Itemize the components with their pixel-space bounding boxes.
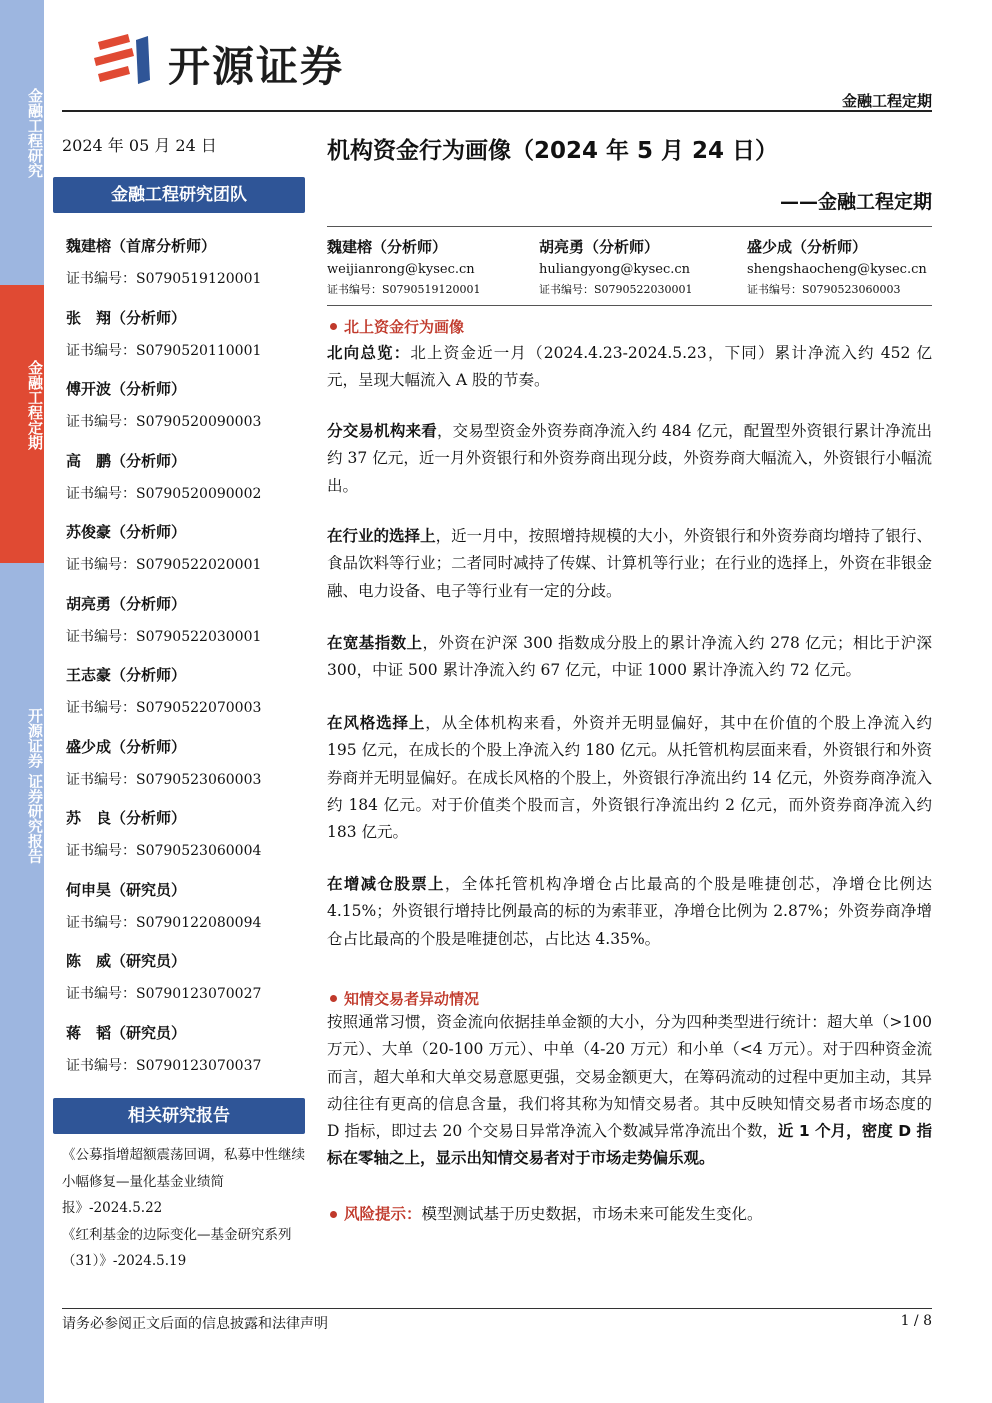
paragraph-north-overview xyxy=(327,340,932,395)
list-item xyxy=(66,877,306,949)
related-report-link[interactable]: 《公募指增超额震荡回调，私募中性继续小幅修复—量化基金业绩简报》-2024.5.22 xyxy=(62,1147,305,1216)
list-item xyxy=(66,662,306,734)
analyst-cert: 证书编号：S0790523060004 xyxy=(66,843,262,859)
header-divider xyxy=(62,110,932,112)
author-name: 胡亮勇（分析师） xyxy=(539,238,660,256)
para-text: ，从全体机构来看，外资并无明显偏好，其中在价值的个股上净流入约 195 亿元，在成长的个股上净流入约 180 亿元。从托管机构层面来看，外资银行和外资券商并无明显偏好。在成长风格的个股上，外资银行净流出约 14 亿元，外资券商净流入约 184 亿元。对于价值类个股而言，外资银行净流出约 2 亿元，而外资券商净流入约 183 亿元。 xyxy=(327,714,932,842)
analyst-name: 张 翔（分析师） xyxy=(66,308,187,327)
team-heading: 金融工程研究团队 xyxy=(53,177,305,213)
analyst-name: 高 鹏（分析师） xyxy=(66,451,187,470)
para-text: 北上资金近一月（2024.4.23-2024.5.23，下同）累计净流入约 452 亿元，呈现大幅流入 A 股的节奏。 xyxy=(327,344,932,390)
analyst-name: 何申昊（研究员） xyxy=(66,880,187,899)
footer-disclaimer: 请务必参阅正文后面的信息披露和法律声明 xyxy=(62,1316,328,1332)
related-reports xyxy=(62,1142,307,1275)
analyst-name: 蒋 韬（研究员） xyxy=(66,1023,187,1042)
author-email[interactable]: huliangyong@kysec.cn xyxy=(539,262,691,277)
author-divider xyxy=(327,305,932,306)
paragraph-style xyxy=(327,710,932,846)
paragraph-institutions xyxy=(327,418,932,500)
bullet-icon xyxy=(330,1211,337,1218)
para-text: ，交易型资金外资券商净流入约 484 亿元，配置型外资银行累计净流出约 37 亿元，近一月外资银行和外资券商出现分歧，外资券商大幅流入，外资银行小幅流出。 xyxy=(327,422,932,495)
author-cert: 证书编号：S0790523060003 xyxy=(747,283,901,296)
page-subtitle: ——金融工程定期 xyxy=(779,191,932,213)
risk-lead: 风险提示： xyxy=(344,1205,422,1223)
author-email[interactable]: weijianrong@kysec.cn xyxy=(327,262,475,277)
analyst-cert: 证书编号：S0790520110001 xyxy=(66,342,262,359)
team-list xyxy=(66,233,306,1091)
list-item xyxy=(66,948,306,1020)
para-text: ，全体托管机构净增仓占比最高的个股是唯捷创芯，净增仓比例达 4.15%；外资银行增持比例最高的标的为索菲亚，净增仓比例为 2.87%；外资券商净增仓占比最高的个股是唯捷创芯，占比达 4.35%。 xyxy=(327,875,932,948)
list-item xyxy=(66,519,306,591)
analyst-name: 陈 威（研究员） xyxy=(66,952,187,970)
author-card xyxy=(539,235,749,299)
list-item xyxy=(66,1020,306,1092)
report-date: 2024 年 05 月 24 日 xyxy=(62,136,217,155)
list-item xyxy=(66,448,306,520)
list-item xyxy=(66,734,306,806)
para-text: ，近一月中，按照增持规模的大小，外资银行和外资券商均增持了银行、食品饮料等行业；二者同时减持了传媒、计算机等行业；在行业的选择上，外资在非银金融、电力设备、电子等行业有一定的分歧。 xyxy=(327,527,932,600)
side-label-periodic: 金融工程定期 xyxy=(26,360,44,450)
paragraph-stocks xyxy=(327,871,932,953)
para-lead: 在行业的选择上 xyxy=(327,527,436,545)
author-name: 盛少成（分析师） xyxy=(747,238,868,256)
analyst-cert: 证书编号：S0790522020001 xyxy=(66,557,262,573)
brand-logo xyxy=(88,30,378,90)
author-block xyxy=(327,235,932,305)
para-text: 按照通常习惯，资金流向依据挂单金额的大小，分为四种类型进行统计：超大单（>100 万元）、大单（20-100 万元）、中单（4-20 万元）和小单（<4 万元）。对于四种资金流而言，超大单和大单交易意愿更强，交易金额更大，在筹码流动的过程中更加主动，其异动往往有更高的信息含量，我们将其称为知情交易者。其中反映知情交易者市场态度的 D 指标，即过去 20 个交易日异常净流入个数减异常净流出个数， xyxy=(327,1013,932,1141)
analyst-name: 苏 良（分析师） xyxy=(66,809,187,827)
paragraph-index xyxy=(327,630,932,685)
related-heading: 相关研究报告 xyxy=(53,1098,305,1134)
author-card xyxy=(747,235,957,299)
para-lead: 在增减仓股票上 xyxy=(327,875,445,893)
analyst-cert: 证书编号：S0790523060003 xyxy=(66,771,262,788)
analyst-name: 傅开波（分析师） xyxy=(66,380,187,398)
side-label-brand: 开源证券 证券研究报告 xyxy=(26,708,44,864)
section-heading-text: 知情交易者异动情况 xyxy=(344,990,480,1008)
para-lead: 在风格选择上 xyxy=(327,714,426,732)
analyst-name: 王志豪（分析师） xyxy=(66,666,187,684)
list-item xyxy=(66,233,306,305)
analyst-name: 盛少成（分析师） xyxy=(66,737,187,756)
list-item xyxy=(66,805,306,877)
page-number: 1 / 8 xyxy=(900,1313,932,1329)
para-lead: 北向总览： xyxy=(327,344,411,362)
paragraph-industry xyxy=(327,523,932,605)
analyst-cert: 证书编号：S0790522030001 xyxy=(66,628,262,645)
risk-note xyxy=(327,1201,932,1228)
section-heading-insider xyxy=(327,988,479,1009)
bullet-icon xyxy=(330,323,337,330)
analyst-cert: 证书编号：S0790123070037 xyxy=(66,1057,262,1074)
para-emphasis: 近 1 个月，密度 D 指标在零轴之上，显示出知情交易者对于市场走势偏乐观。 xyxy=(327,1122,932,1168)
para-text: ，外资在沪深 300 指数成分股上的累计净流入约 278 亿元；相比于沪深 300，中证 500 累计净流入约 67 亿元，中证 1000 累计净流入约 72 亿元。 xyxy=(327,634,932,680)
analyst-cert: 证书编号：S0790123070027 xyxy=(66,986,262,1002)
section-heading-north xyxy=(327,316,464,337)
analyst-name: 苏俊豪（分析师） xyxy=(66,523,187,541)
section-heading-text: 北上资金行为画像 xyxy=(344,318,465,336)
analyst-name: 胡亮勇（分析师） xyxy=(66,594,187,613)
header-category: 金融工程定期 xyxy=(841,92,932,110)
side-label-research: 金融工程研究 xyxy=(26,88,44,178)
author-card xyxy=(327,235,537,299)
side-strip xyxy=(0,0,44,1403)
footer-divider xyxy=(62,1308,932,1309)
paragraph-insider xyxy=(327,1009,932,1173)
list-item xyxy=(66,376,306,448)
author-cert: 证书编号：S0790519120001 xyxy=(327,283,481,296)
risk-text: 模型测试基于历史数据，市场未来可能发生变化。 xyxy=(421,1205,763,1223)
author-name: 魏建榕（分析师） xyxy=(327,238,448,256)
bullet-icon xyxy=(330,995,337,1002)
analyst-cert: 证书编号：S0790522070003 xyxy=(66,700,262,716)
title-divider xyxy=(327,226,932,227)
page-title: 机构资金行为画像（2024 年 5 月 24 日） xyxy=(327,138,779,164)
brand-name: 开源证券 xyxy=(168,42,345,91)
analyst-cert: 证书编号：S0790519120001 xyxy=(66,271,262,287)
analyst-cert: 证书编号：S0790122080094 xyxy=(66,914,262,931)
para-lead: 在宽基指数上 xyxy=(327,634,423,652)
kysec-logo-icon xyxy=(88,30,158,90)
related-report-link[interactable]: 《红利基金的边际变化—基金研究系列（31）》-2024.5.19 xyxy=(62,1226,292,1269)
para-lead: 分交易机构来看 xyxy=(327,422,437,440)
analyst-name: 魏建榕（首席分析师） xyxy=(66,237,217,255)
analyst-cert: 证书编号：S0790520090003 xyxy=(66,414,262,430)
author-cert: 证书编号：S0790522030001 xyxy=(539,283,693,296)
list-item xyxy=(66,591,306,663)
author-email[interactable]: shengshaocheng@kysec.cn xyxy=(747,262,927,277)
analyst-cert: 证书编号：S0790520090002 xyxy=(66,485,262,502)
list-item xyxy=(66,305,306,377)
